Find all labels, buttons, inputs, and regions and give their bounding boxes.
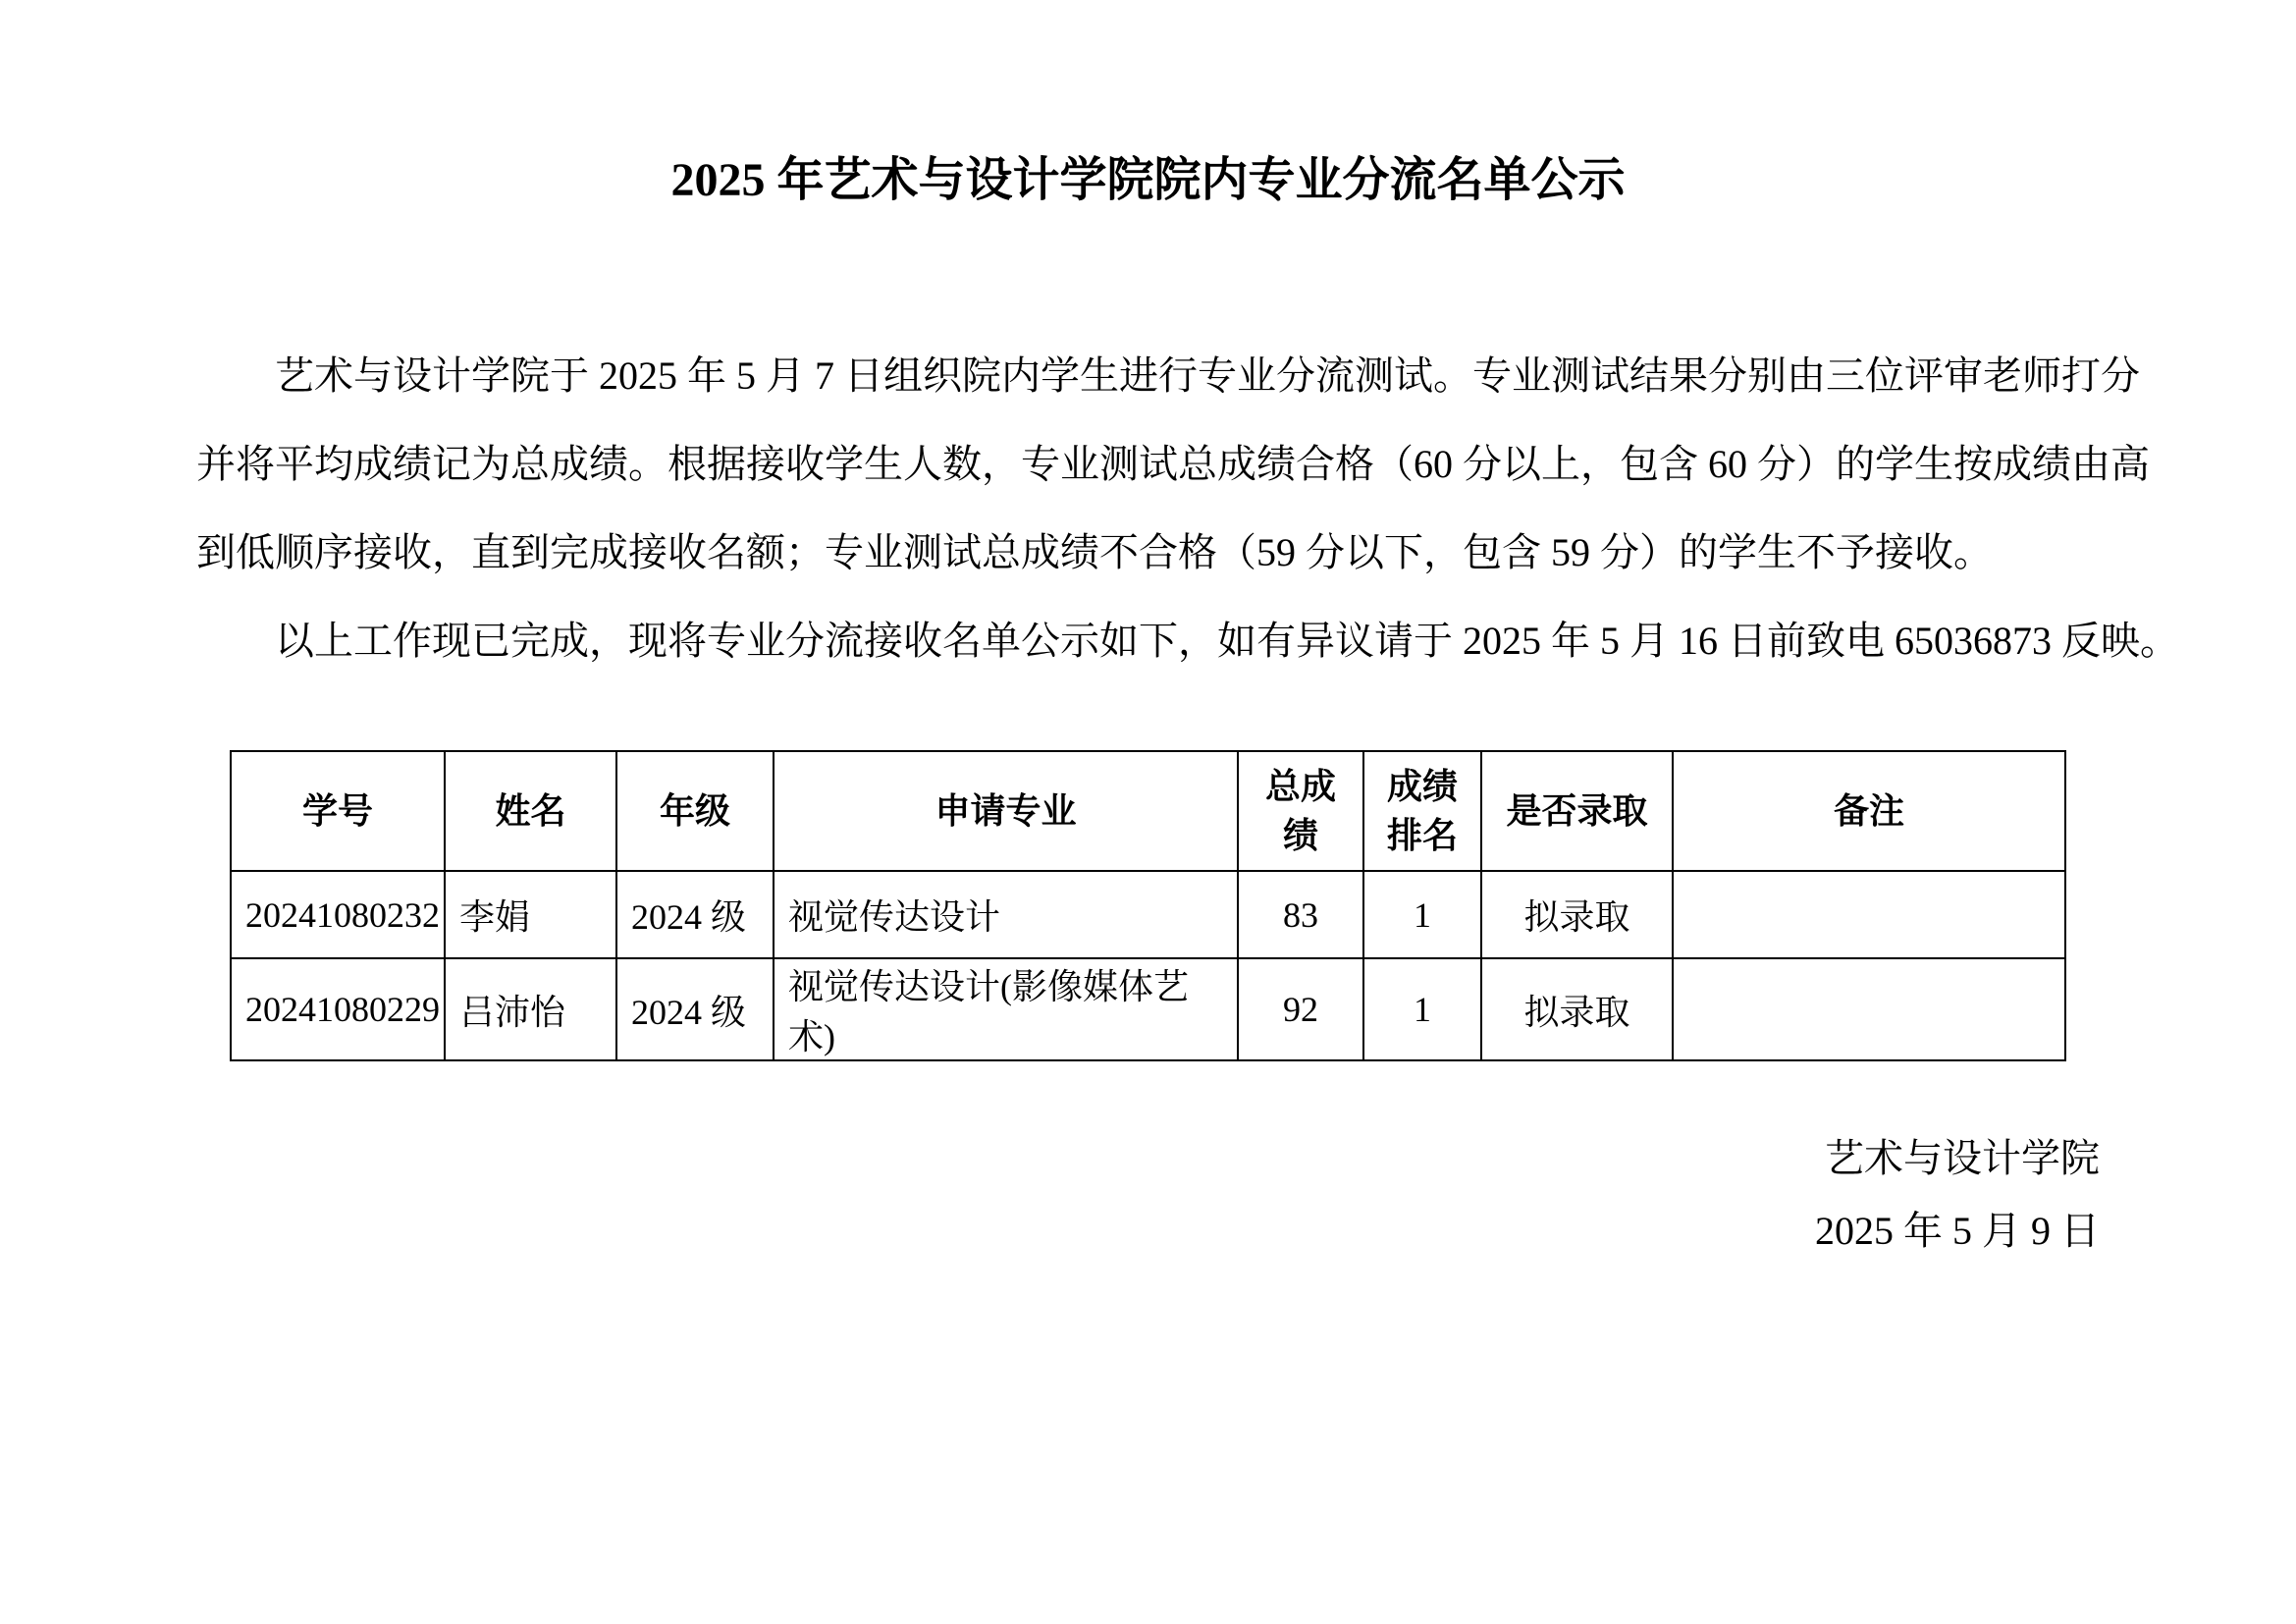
header-grade: 年级 <box>616 751 774 871</box>
header-score-rank: 成绩排名 <box>1363 751 1481 871</box>
admission-roster-table <box>230 750 2066 1061</box>
name-cell: 吕沛怡 <box>445 958 616 1060</box>
total-score-cell: 83 <box>1238 871 1363 958</box>
paragraph-line: 以上工作现已完成，现将专业分流接收名单公示如下，如有异议请于 2025 年 5 月 16 日前致电 65036873 反映。 <box>275 619 2179 663</box>
header-total-score: 总成绩 <box>1238 751 1363 871</box>
paragraph-line: 到低顺序接收，直到完成接收名额；专业测试总成绩不合格（59 分以下，包含 59 分）的学生不予接收。 <box>196 530 1993 574</box>
table-row <box>231 871 2065 958</box>
table-header-row <box>231 751 2065 871</box>
header-admitted: 是否录取 <box>1481 751 1673 871</box>
header-remarks: 备注 <box>1673 751 2065 871</box>
score-rank-cell: 1 <box>1363 871 1481 958</box>
admitted-cell: 拟录取 <box>1481 958 1673 1060</box>
header-name: 姓名 <box>445 751 616 871</box>
remarks-cell <box>1673 871 2065 958</box>
student-id-cell: 20241080229 <box>231 958 445 1060</box>
header-applied-major: 申请专业 <box>774 751 1238 871</box>
score-rank-cell: 1 <box>1363 958 1481 1060</box>
total-score-cell: 92 <box>1238 958 1363 1060</box>
page-title: 2025 年艺术与设计学院院内专业分流名单公示 <box>670 154 1626 206</box>
signature-org: 艺术与设计学院 <box>1825 1136 2100 1180</box>
admitted-cell: 拟录取 <box>1481 871 1673 958</box>
remarks-cell <box>1673 958 2065 1060</box>
grade-cell: 2024 级 <box>616 871 774 958</box>
student-id-cell: 20241080232 <box>231 871 445 958</box>
paragraph-line: 并将平均成绩记为总成绩。根据接收学生人数，专业测试总成绩合格（60 分以上，包含 60 分）的学生按成绩由高 <box>196 442 2150 486</box>
paragraph-line: 艺术与设计学院于 2025 年 5 月 7 日组织院内学生进行专业分流测试。专业测试结果分别由三位评审老师打分 <box>275 353 2140 398</box>
table-row <box>231 958 2065 1060</box>
paragraph-intro <box>196 332 2150 597</box>
signature-date: 2025 年 5 月 9 日 <box>1815 1209 2100 1253</box>
name-cell: 李娟 <box>445 871 616 958</box>
paragraph-announcement <box>196 597 2179 685</box>
signature-block <box>196 1122 2100 1268</box>
header-student-id: 学号 <box>231 751 445 871</box>
applied-major-cell: 视觉传达设计(影像媒体艺术) <box>774 958 1238 1060</box>
grade-cell: 2024 级 <box>616 958 774 1060</box>
applied-major-cell: 视觉传达设计 <box>774 871 1238 958</box>
